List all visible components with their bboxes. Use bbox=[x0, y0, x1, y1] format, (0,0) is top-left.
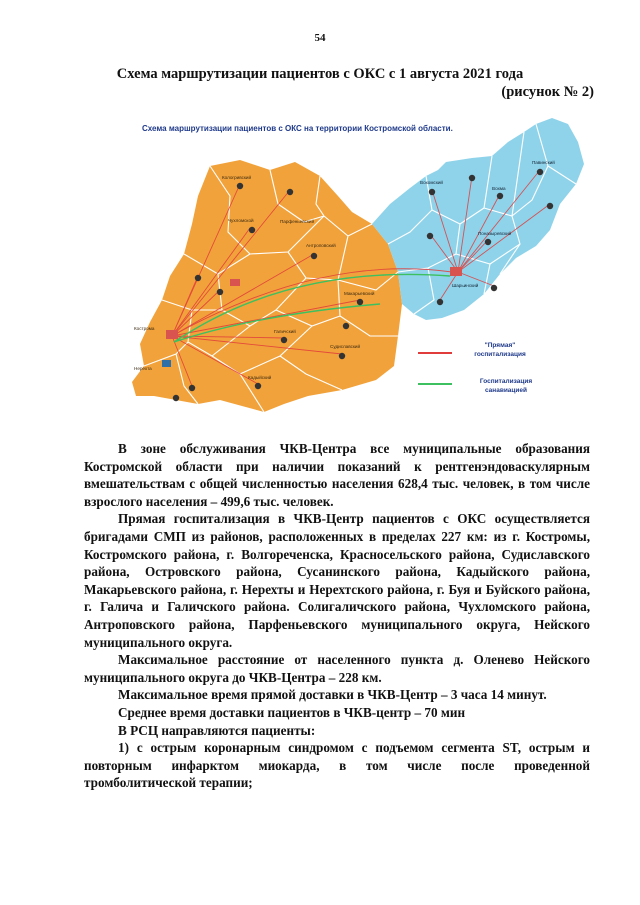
ambulance-icon bbox=[491, 285, 497, 291]
ambulance-icon bbox=[311, 253, 317, 259]
district-label: Поназыревский bbox=[478, 231, 512, 236]
paragraph: В зоне обслуживания ЧКВ-Центра все муниципальные образования Костромской области при наличии показаний к рентгенэндоваскулярным вмешательствам с общей численностью населения 628,4 тыс. человек, в том числе взрослого населения – 499,6 тыс. человек. bbox=[84, 441, 590, 509]
ambulance-icon bbox=[343, 323, 349, 329]
map-legend bbox=[418, 342, 532, 394]
ambulance-icon bbox=[255, 383, 261, 389]
ambulance-icon bbox=[249, 227, 255, 233]
hospital-icon bbox=[230, 279, 240, 286]
body-text bbox=[84, 440, 590, 792]
district-label: Парфеньевский bbox=[280, 219, 315, 224]
routing-map bbox=[80, 104, 600, 434]
ambulance-icon bbox=[287, 189, 293, 195]
hospital-icon bbox=[162, 360, 171, 367]
district-label: Макарьевский bbox=[344, 291, 375, 296]
district-label: Чухломской bbox=[228, 218, 254, 223]
ambulance-icon bbox=[427, 233, 433, 239]
district-label: Нерехта bbox=[134, 366, 152, 371]
ambulance-icon bbox=[217, 289, 223, 295]
ambulance-icon bbox=[547, 203, 553, 209]
list-item: 1) с острым коронарным синдромом с подъемом сегмента ST, острым и повторным инфарктом миокарда, в том числе после проведенной тромболитической терапии; bbox=[84, 740, 590, 791]
district-label: Галичский bbox=[274, 329, 296, 334]
ambulance-icon bbox=[173, 395, 179, 401]
ambulance-icon bbox=[485, 239, 491, 245]
district-label: Вохомский bbox=[420, 180, 443, 185]
page-title: Схема маршрутизации пациентов с ОКС с 1 августа 2021 года bbox=[116, 66, 524, 82]
hospital-icon bbox=[450, 267, 462, 276]
paragraph: Максимальное расстояние от населенного пункта д. Оленево Нейского муниципального округа до ЧКВ-Центра – 228 км. bbox=[84, 652, 590, 685]
hospital-icon bbox=[166, 330, 178, 339]
district-label: Шарьинский bbox=[452, 283, 479, 288]
district-label: Павинский bbox=[532, 160, 555, 165]
paragraph: Прямая госпитализация в ЧКВ-Центр пациентов с ОКС осуществляется бригадами СМП из районов, расположенных в пределах 227 км: из г. Костромы, Костромского района, г. Волгореченска, Красносельского района, Судиславского района, Островского района, Сусанинского района, Кадыйского района, Макарьевского района, г. Нерехты и Нерехтского района, г. Буя и Буйского района, г. Галича и Галичского района. Солигаличского района, Чухломского района, Антроповского района, Парфеньевского муниципального округа, Нейского муниципального округа. bbox=[84, 511, 590, 650]
ambulance-icon bbox=[537, 169, 543, 175]
district-label: Антроповский bbox=[306, 243, 336, 248]
ambulance-icon bbox=[357, 299, 363, 305]
ambulance-icon bbox=[189, 385, 195, 391]
ambulance-icon bbox=[437, 299, 443, 305]
ambulance-icon bbox=[429, 189, 435, 195]
paragraph: Максимальное время прямой доставки в ЧКВ-Центр – 3 часа 14 минут. bbox=[118, 687, 547, 703]
district-label: Кострома bbox=[134, 326, 155, 331]
paragraph: Среднее время доставки пациентов в ЧКВ-центр – 70 мин bbox=[118, 704, 466, 720]
district-label: Вохма bbox=[492, 186, 506, 191]
ambulance-icon bbox=[339, 353, 345, 359]
ambulance-icon bbox=[497, 193, 503, 199]
district-label: Кадыйский bbox=[248, 375, 272, 380]
legend-label: Госпитализация bbox=[479, 378, 533, 385]
district-label: Судиславский bbox=[330, 344, 361, 349]
legend-label: санавиацией bbox=[484, 387, 528, 394]
figure-reference: (рисунок № 2) bbox=[501, 84, 594, 100]
page-number: 54 bbox=[314, 32, 326, 44]
district-label: Кологривский bbox=[222, 175, 252, 180]
ambulance-icon bbox=[469, 175, 475, 181]
ambulance-icon bbox=[237, 183, 243, 189]
map-title: Схема маршрутизации пациентов с ОКС на территории Костромской области. bbox=[142, 124, 453, 133]
ambulance-icon bbox=[281, 337, 287, 343]
legend-label: "Прямая" bbox=[484, 342, 516, 349]
paragraph: В РСЦ направляются пациенты: bbox=[118, 722, 316, 738]
ambulance-icon bbox=[195, 275, 201, 281]
legend-label: госпитализация bbox=[474, 351, 526, 358]
map-region-east bbox=[372, 118, 584, 320]
map-svg bbox=[80, 104, 600, 434]
